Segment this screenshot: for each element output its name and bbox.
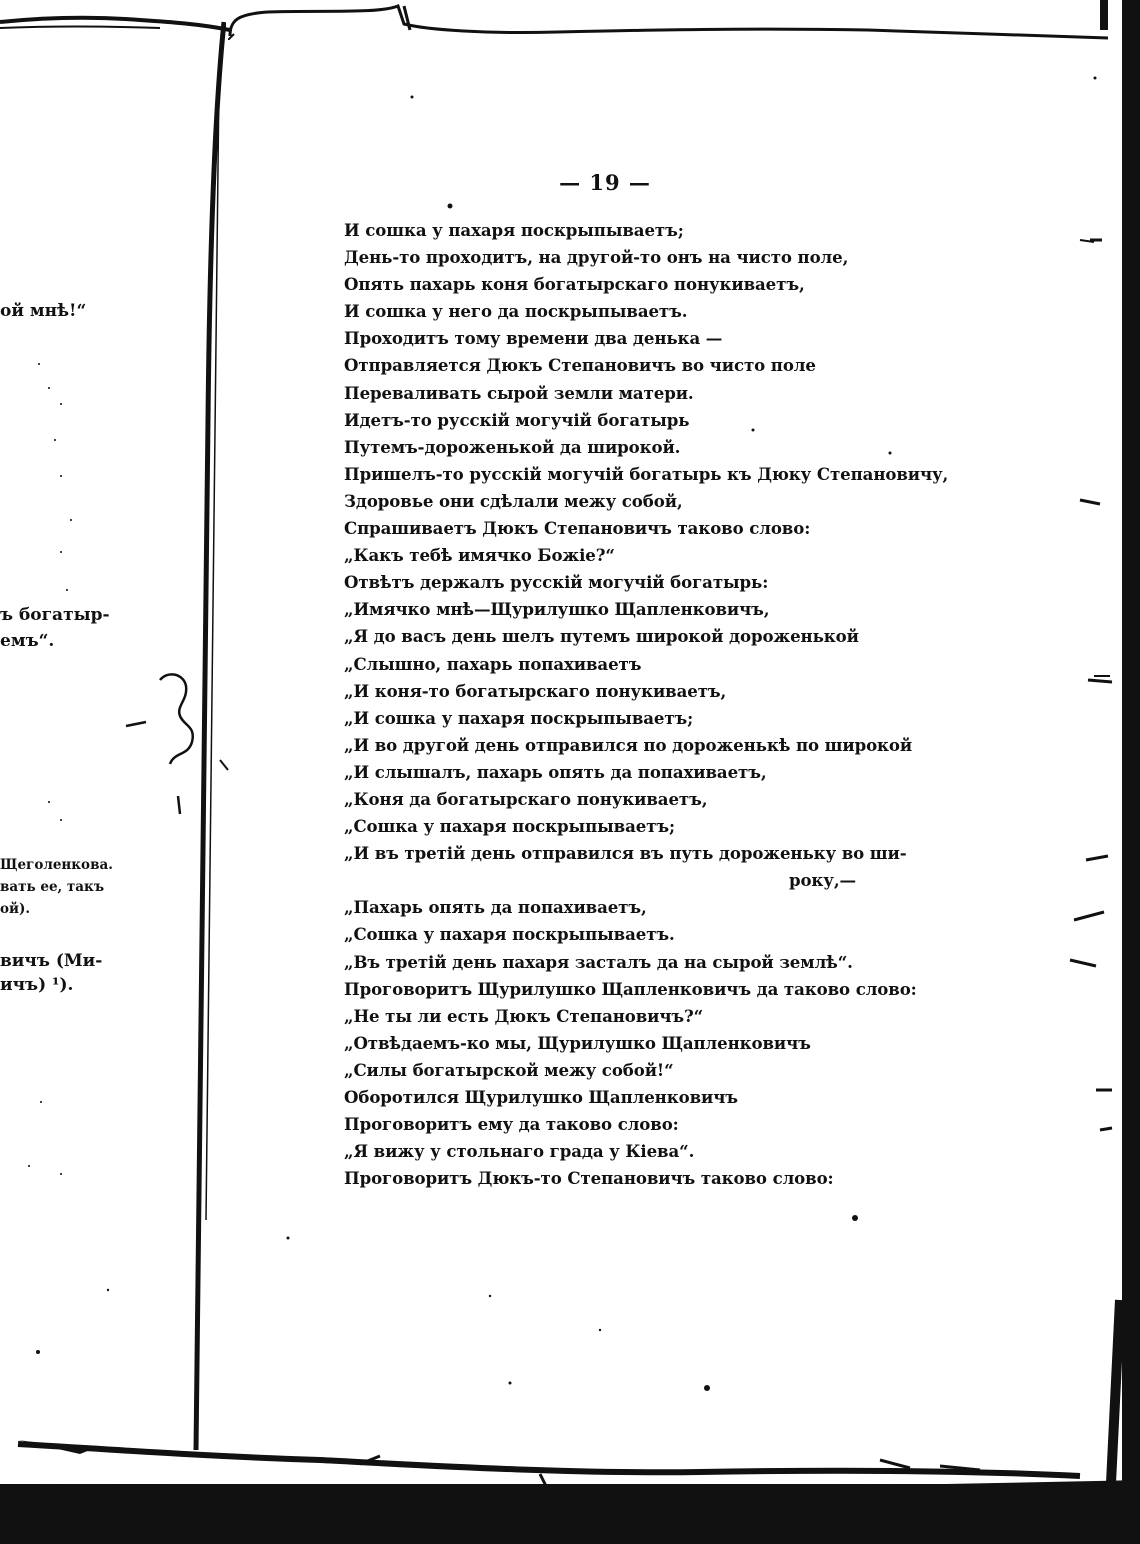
text-line: Оборотился Щурилушко Щапленковичъ	[344, 1087, 738, 1107]
text-line: „И слышалъ, пахарь опять да попахиваетъ,	[344, 761, 767, 782]
text-line: „И во другой день отправился по дороженькѣ по широкой	[344, 734, 913, 755]
left-fragment-line: емъ“.	[0, 631, 55, 651]
text-line: Переваливать сырой земли матери.	[344, 382, 694, 403]
text-line: Отвѣтъ держалъ русскій могучій богатырь:	[344, 572, 769, 593]
text-line: Проговоритъ Дюкъ-то Степановичъ таково слово:	[344, 1168, 834, 1189]
left-fragment-line: вать ее, такъ	[0, 879, 105, 895]
text-line: „Въ третій день пахаря засталъ да на сырой землѣ“.	[344, 951, 853, 972]
left-fragment-line: ой мнѣ!“	[0, 301, 87, 321]
text-line: И сошка у него да поскрыпываетъ.	[344, 301, 688, 322]
text-line: „Пахарь опять да попахиваетъ,	[344, 897, 647, 918]
text-line: И сошка у пахаря поскрыпываетъ;	[344, 220, 684, 240]
text-line: Путемъ-дороженькой да широкой.	[344, 436, 681, 457]
text-line: „Слышно, пахарь попахиваетъ	[344, 653, 642, 674]
text-line: „Силы богатырской межу собой!“	[344, 1059, 674, 1080]
text-line: „Имячко мнѣ—Щурилушко Щапленковичъ,	[344, 599, 770, 620]
text-line: Проходитъ тому времени два денька —	[344, 328, 723, 349]
text-line: Отправляется Дюкъ Степановичъ во чисто поле	[344, 355, 816, 376]
text-line: „И въ третій день отправился въ путь дороженьку во ши-	[344, 843, 907, 864]
page-number: — 19 —	[559, 170, 651, 195]
text-line: „И сошка у пахаря поскрыпываетъ;	[344, 707, 694, 728]
text-line: „Сошка у пахаря поскрыпываетъ.	[344, 924, 675, 945]
text-line: „И коня-то богатырскаго понукиваетъ,	[344, 680, 727, 701]
text-line: Проговоритъ Щурилушко Щапленковичъ да таково слово:	[344, 978, 917, 999]
left-fragment-line: ичъ) ¹).	[0, 975, 74, 995]
text-line: „Сошка у пахаря поскрыпываетъ;	[344, 816, 676, 837]
text-line: Спрашиваетъ Дюкъ Степановичъ таково слово:	[344, 518, 811, 539]
left-fragment-line: ъ богатыр-	[0, 605, 110, 625]
left-fragment-line: Щеголенкова.	[0, 857, 113, 873]
text-line: Опять пахарь коня богатырскаго понукиваетъ,	[344, 274, 805, 295]
text-line: „Не ты ли есть Дюкъ Степановичъ?“	[344, 1005, 704, 1026]
text-line: Проговоритъ ему да таково слово:	[344, 1114, 679, 1135]
text-line: Пришелъ-то русскій могучій богатырь къ Дюку Степановичу,	[344, 463, 949, 484]
text-line: „Какъ тебѣ имячко Божіе?“	[344, 545, 615, 566]
left-fragment-line: вичъ (Ми-	[0, 951, 103, 971]
text-line: Идетъ-то русскій могучій богатырь	[344, 409, 690, 430]
poem-text	[344, 217, 949, 1192]
text-line: „Я до васъ день шелъ путемъ широкой дороженькой	[344, 626, 859, 647]
text-line-continuation: року,—	[788, 870, 856, 891]
text-line: „Отвѣдаемъ-ко мы, Щурилушко Щапленковичъ	[344, 1032, 811, 1053]
text-line: „Коня да богатырскаго понукиваетъ,	[344, 788, 708, 809]
left-fragment-line: ой).	[0, 901, 31, 917]
text-line: „Я вижу у стольнаго града у Кіева“.	[344, 1141, 695, 1162]
text-line: День-то проходитъ, на другой-то онъ на чисто поле,	[344, 247, 849, 268]
text-line: Здоровье они сдѣлали межу собой,	[344, 490, 683, 511]
